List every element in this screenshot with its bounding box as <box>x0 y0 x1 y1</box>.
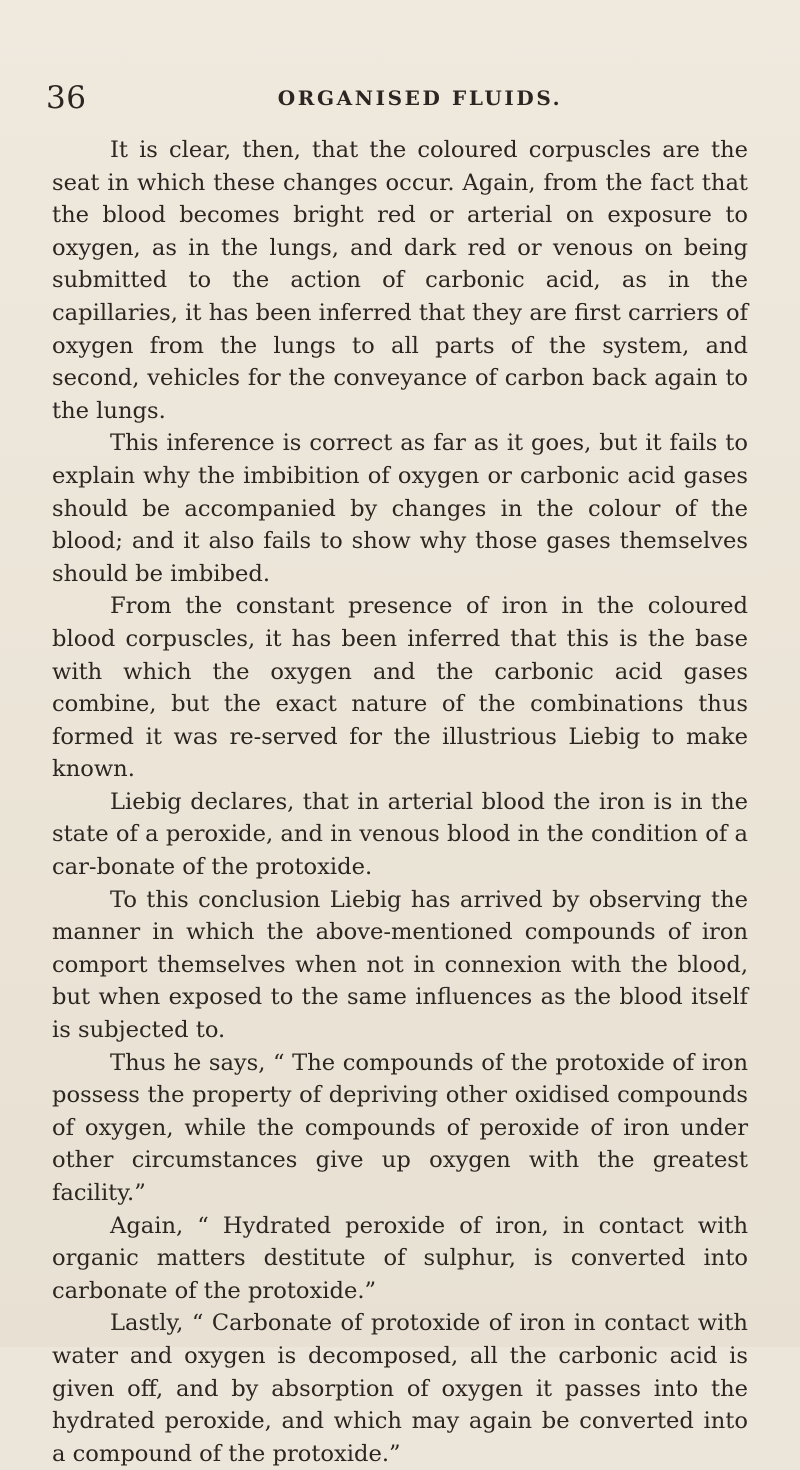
body-text <box>52 134 748 1470</box>
paragraph-inference: This inference is correct as far as it goes, but it fails to explain why the imbibition of oxygen or carbonic acid gases should be accompanied by changes in the colour of the blood; and it also fails to show why those gases themselves should be imbibed. <box>52 430 748 587</box>
running-head <box>46 78 754 118</box>
paragraph-quote-protoxide: Thus he says, “ The compounds of the protoxide of iron possess the property of depriving other oxidised compounds of oxygen, while the compounds of peroxide of iron under other circumstances give up oxygen with the greatest facility.” <box>52 1049 748 1206</box>
running-title: ORGANISED FLUIDS. <box>277 86 563 110</box>
paragraph-liebig-declares: Liebig declares, that in arterial blood the iron is in the state of a peroxide, and in venous blood in the condition of a car-bonate of the protoxide. <box>52 788 748 881</box>
paragraph-conclusion: To this conclusion Liebig has arrived by observing the manner in which the above-mentioned compounds of iron comport themselves when not in connexion with the blood, but when exposed to the same influences as the blood itself is subjected to. <box>52 886 748 1044</box>
paragraph-quote-carbonate: Lastly, “ Carbonate of protoxide of iron in contact with water and oxygen is decomposed, all the carbonic acid is given off, and by absorption of oxygen it passes into the hydrated peroxide, and which may again be converted into a compound of the protoxide.” <box>52 1310 748 1467</box>
page-number: 36 <box>46 80 87 116</box>
paragraph-iron-presence: From the constant presence of iron in the coloured blood corpuscles, it has been inferred that this is the base with which the oxygen and the carbonic acid gases combine, but the exact nature of the combinations thus formed it was re-served for the illustrious Liebig to make known. <box>52 593 748 783</box>
paragraph-coloured-corpuscles: It is clear, then, that the coloured corpuscles are the seat in which these changes occur. Again, from the fact that the blood becomes bright red or arterial on exposure to oxygen, as in the lungs, and dark red or venous on being submitted to the action of carbonic acid, as in the capillaries, it has been inferred that they are first carriers of oxygen from the lungs to all parts of the system, and second, vehicles for the conveyance of carbon back again to the lungs. <box>52 137 748 424</box>
paragraph-quote-hydrated: Again, “ Hydrated peroxide of iron, in contact with organic matters destitute of sulphur, is converted into carbonate of the protoxide.” <box>52 1212 748 1304</box>
